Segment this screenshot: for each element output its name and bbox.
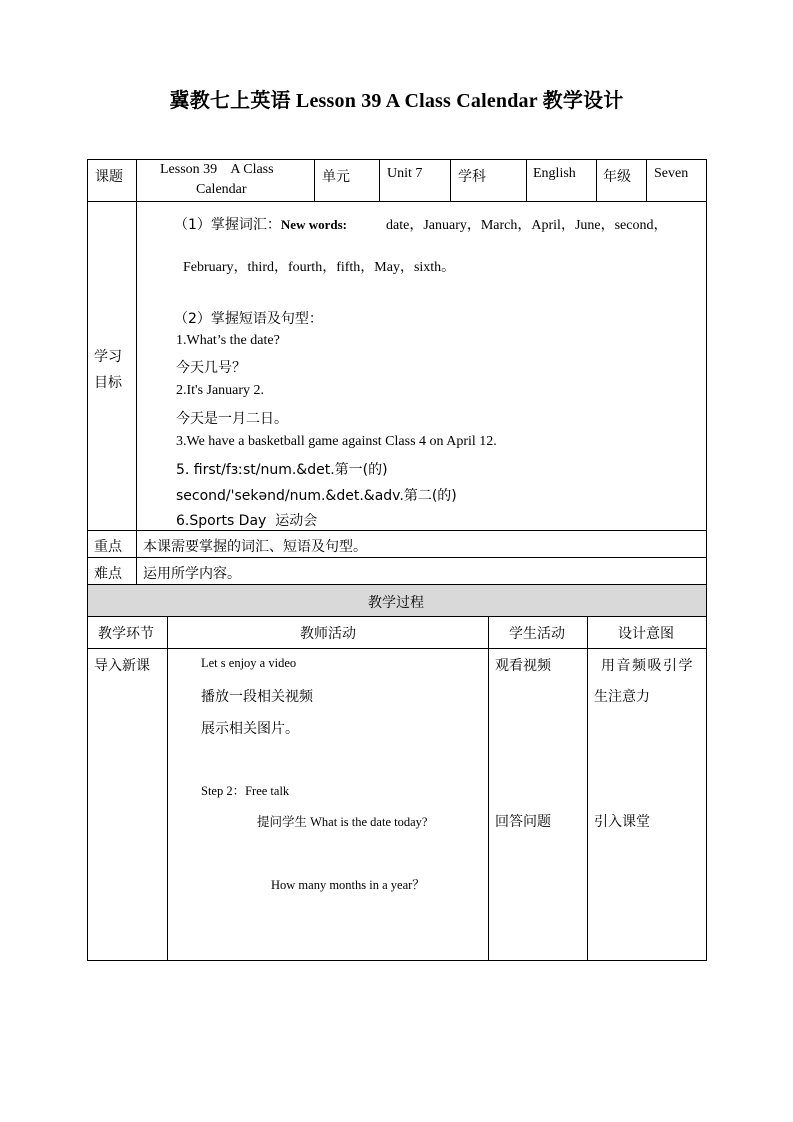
student-activity: 回答问题: [495, 814, 551, 830]
unit-value: Unit 7: [387, 166, 423, 181]
intent-line: 用音频吸引学: [601, 658, 694, 674]
teacher-line: [257, 812, 427, 830]
intent-line: 引入课堂: [594, 814, 650, 830]
vocab-line1: [174, 214, 347, 234]
objectives-label-line1: 学习: [94, 349, 122, 365]
difficulty-label: 难点: [94, 566, 122, 582]
vocab-bold: New words:: [280, 217, 347, 232]
objective-item: 2.It's January 2.: [176, 383, 265, 398]
header-teacher: 教师活动: [300, 626, 356, 642]
header-intent: 设计意图: [618, 626, 674, 642]
objective-item: second/'sekənd/num.&det.&adv.第二(的): [176, 488, 457, 504]
vocab-prefix: （1）掌握词汇：: [174, 217, 281, 233]
objective-item: 3.We have a basketball game against Class 4 on April 12.: [176, 434, 497, 449]
vocab-words-line2: February，third，fourth，fifth，May，sixth。: [183, 260, 456, 275]
key-points-text: 本课需要掌握的词汇、短语及句型。: [143, 539, 367, 555]
stage-cell: 导入新课: [94, 658, 150, 674]
objective-item: 今天是一月二日。: [176, 411, 288, 427]
objectives-label-line2: 目标: [94, 375, 122, 391]
lesson-title-line1: Lesson 39 A Class: [160, 162, 274, 177]
objective-item: 今天几号？: [176, 360, 246, 376]
subject-value: English: [533, 166, 576, 181]
objective-item: 6.Sports Day 运动会: [176, 513, 318, 529]
objective-item: 1.What’s the date?: [176, 333, 280, 348]
teacher-question: 提问学生 What is the date today?: [257, 815, 428, 829]
vocab-words-line1: date，January，March，April，June，second，: [386, 218, 668, 233]
unit-label: 单元: [322, 169, 350, 185]
grade-label: 年级: [603, 169, 631, 185]
page-title: 冀教七上英语 Lesson 39 A Class Calendar 教学设计: [169, 90, 624, 112]
teacher-line: Let s enjoy a video: [201, 656, 297, 670]
teacher-line: 播放一段相关视频: [201, 689, 313, 705]
phrase-heading: （2）掌握短语及句型：: [174, 311, 323, 327]
process-title: 教学过程: [368, 595, 424, 611]
topic-label: 课题: [95, 169, 123, 185]
teacher-line: How many months in a year？: [271, 878, 425, 892]
header-student: 学生活动: [509, 626, 565, 642]
teacher-line: Step 2：Free talk: [201, 784, 290, 798]
student-activity: 观看视频: [495, 658, 551, 674]
key-points-label: 重点: [94, 539, 122, 555]
grade-value: Seven: [654, 166, 689, 181]
objective-item: 5. first/fɜːst/num.&det.第一(的): [176, 462, 388, 478]
lesson-title-line2: Calendar: [196, 182, 247, 197]
teacher-line: 展示相关图片。: [201, 721, 299, 737]
intent-line: 生注意力: [594, 689, 650, 705]
header-stage: 教学环节: [98, 626, 154, 642]
subject-label: 学科: [458, 169, 486, 185]
difficulty-text: 运用所学内容。: [143, 566, 241, 582]
